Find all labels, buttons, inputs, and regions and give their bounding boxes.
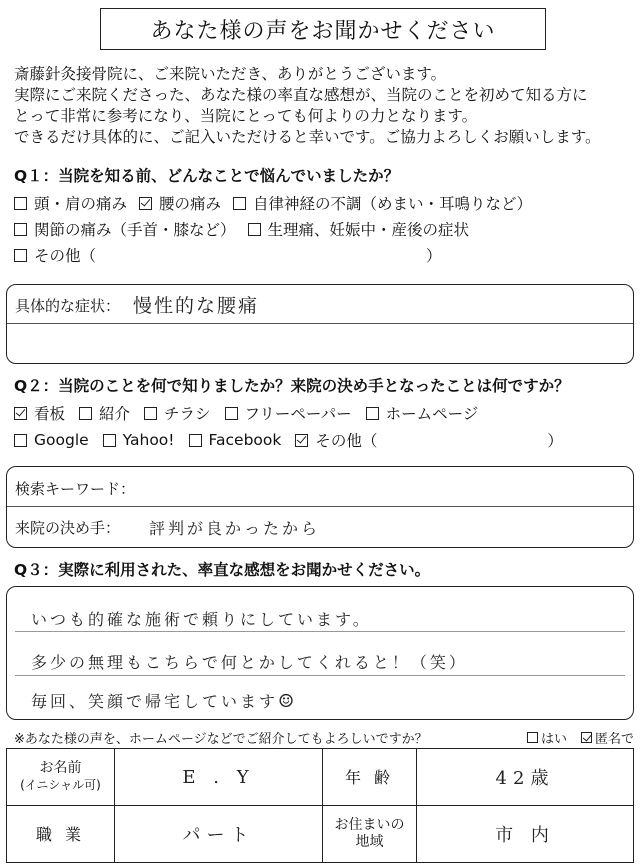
checkbox-checked[interactable] xyxy=(581,732,592,743)
intro-line: とって非常に参考になり、当院にとっても何よりの力となります。 xyxy=(14,107,478,125)
q2-options-row-1 xyxy=(14,402,478,424)
consent-option-anonymous[interactable]: 匿名で xyxy=(581,728,634,747)
checkbox[interactable] xyxy=(14,434,27,447)
checkbox[interactable] xyxy=(225,407,238,420)
q2-heading: Q２：当院のことを何で知りましたか？来院の決め手となったことは何ですか？ xyxy=(14,377,570,395)
q1-heading: Q１：当院を知る前、どんなことで悩んでいましたか？ xyxy=(14,167,400,185)
q2-option-google[interactable]: Google xyxy=(14,431,89,449)
q1-symptom-box[interactable] xyxy=(6,284,634,364)
checkbox-checked[interactable] xyxy=(14,407,27,420)
consent-row xyxy=(14,728,634,747)
job-value-cell[interactable] xyxy=(115,806,323,863)
page-title: あなた様の声をお聞かせください xyxy=(100,8,546,50)
q1-other-close: ） xyxy=(426,247,442,265)
smiley-icon: ☺ xyxy=(278,691,295,712)
checkbox-checked[interactable] xyxy=(295,434,308,447)
keyword-label: 検索キーワード： xyxy=(15,480,136,498)
q1-option-joint[interactable]: 関節の痛み（手首・膝など） xyxy=(14,218,236,240)
age-value-cell[interactable] xyxy=(417,749,634,806)
name-value: E . Y xyxy=(182,766,255,788)
q3-answer-line-1: いつも的確な施術で頼りにしています。 xyxy=(31,610,372,629)
job-label-cell: 職 業 xyxy=(7,806,115,863)
q1-option-other[interactable]: その他（ xyxy=(14,244,96,266)
checkbox[interactable] xyxy=(144,407,157,420)
q1-option-autonomic[interactable]: 自律神経の不調（めまい・耳鳴りなど） xyxy=(233,192,532,214)
area-label-cell: お住まいの 地域 xyxy=(323,806,417,863)
intro-line: 実際にご来院くださった、あなた様の率直な感想が、当院のことを初めて知る方に xyxy=(14,86,588,104)
job-value: パート xyxy=(182,825,255,846)
decision-answer: 評判が良かったから xyxy=(149,519,321,538)
q3-answer-line-3: 毎回、笑顔で帰宅しています☺ xyxy=(31,691,295,712)
q1-options-row-2 xyxy=(14,218,481,240)
checkbox[interactable] xyxy=(14,197,27,210)
q3-answer-box[interactable] xyxy=(6,586,634,720)
intro-line: できるだけ具体的に、ご記入いただけると幸いです。ご協力よろしくお願いします。 xyxy=(14,128,601,146)
q2-answer-box[interactable] xyxy=(6,466,634,548)
q2-option-yahoo[interactable]: Yahoo! xyxy=(103,431,175,449)
intro-line: 斎藤針灸接骨院に、ご来院いただき、ありがとうございます。 xyxy=(14,65,447,83)
q3-answer-line-2: 多少の無理もこちらで何とかしてくれると！（笑） xyxy=(31,653,468,672)
checkbox[interactable] xyxy=(14,223,27,236)
q3-heading: Q３：実際に利用された、率直な感想をお聞かせください。 xyxy=(14,561,431,579)
age-label-cell: 年 齢 xyxy=(323,749,417,806)
checkbox[interactable] xyxy=(14,249,27,262)
checkbox[interactable] xyxy=(527,732,538,743)
q2-option-signboard[interactable]: 看板 xyxy=(14,402,65,424)
respondent-info-table xyxy=(6,748,634,863)
checkbox[interactable] xyxy=(248,223,261,236)
area-value-cell[interactable] xyxy=(417,806,634,863)
intro-text xyxy=(14,64,634,148)
symptom-label: 具体的な症状： xyxy=(15,297,121,315)
q1-options-row-3 xyxy=(14,244,442,266)
q2-option-flyer[interactable]: チラシ xyxy=(144,402,211,424)
checkbox[interactable] xyxy=(366,407,379,420)
q2-option-free-paper[interactable]: フリーペーパー xyxy=(225,402,352,424)
symptom-answer: 慢性的な腰痛 xyxy=(133,295,260,317)
q1-option-lower-back[interactable]: 腰の痛み xyxy=(139,192,221,214)
age-value: 42歳 xyxy=(495,768,555,789)
area-value: 市 内 xyxy=(495,825,555,846)
q1-options-row-1 xyxy=(14,192,544,214)
checkbox[interactable] xyxy=(233,197,246,210)
checkbox[interactable] xyxy=(79,407,92,420)
decision-label: 来院の決め手： xyxy=(15,519,121,537)
consent-option-yes[interactable]: はい xyxy=(527,728,567,747)
q2-option-referral[interactable]: 紹介 xyxy=(79,402,130,424)
checkbox-checked[interactable] xyxy=(139,197,152,210)
q2-option-facebook[interactable]: Facebook xyxy=(189,431,282,449)
consent-question: ※あなた様の声を、ホームページなどでご紹介してもよろしいですか？ xyxy=(14,732,428,747)
checkbox[interactable] xyxy=(189,434,202,447)
q1-option-menstrual[interactable]: 生理痛、妊娠中・産後の症状 xyxy=(248,218,470,240)
q1-option-head-shoulder[interactable]: 頭・肩の痛み xyxy=(14,192,127,214)
q2-options-row-2 xyxy=(14,429,563,451)
q2-other-close: ） xyxy=(547,432,563,450)
name-value-cell[interactable] xyxy=(115,749,323,806)
checkbox[interactable] xyxy=(103,434,116,447)
q2-option-other[interactable]: その他（ xyxy=(295,429,377,451)
q2-option-homepage[interactable]: ホームページ xyxy=(366,402,479,424)
name-label-cell: お名前 (イニシャル可) xyxy=(7,749,115,806)
